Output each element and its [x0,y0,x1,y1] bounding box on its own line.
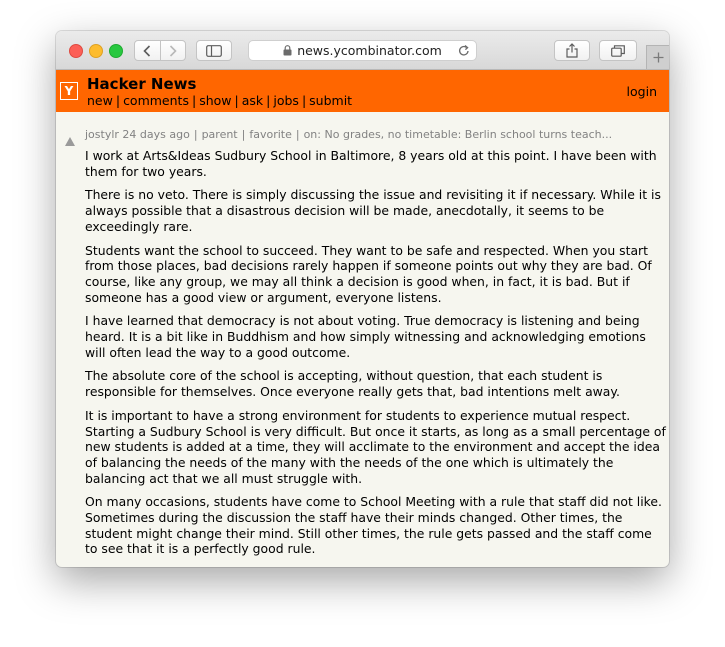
story-link[interactable]: No grades, no timetable: Berlin school turns teach... [324,128,613,141]
upvote-button[interactable] [65,131,75,150]
minimize-window-button[interactable] [89,44,103,58]
hn-logo[interactable]: Y [60,82,78,100]
address-bar[interactable] [248,40,477,61]
lock-icon [283,45,292,56]
upvote-arrow-icon [65,137,75,146]
favorite-link[interactable]: favorite [249,128,292,141]
login-link[interactable]: login [626,84,657,99]
comment-paragraph: I have learned that democracy is not about voting. True democracy is listening and being heard. It is a bit like in Buddhism and how simply witnessing and acknowledging emotions will often lead the way to a good outcome. [85,313,646,360]
browser-window [56,31,669,567]
nav-jobs[interactable]: jobs [273,93,299,108]
comment-paragraph: It is important to have a strong environment for students to experience mutual respect. Starting a Sudbury School is very difficult. But once it starts, as long as a small percentage of new students is added at a time, they will acclimate to the environment and accept the idea of balancing the needs of the many with the needs of the one which is ultimately the balancing act that we all must struggle with. [85,407,666,486]
nav-new[interactable]: new [87,93,113,108]
close-window-button[interactable] [69,44,83,58]
comment-body [85,148,668,565]
comment-paragraph: There is no veto. There is simply discussing the issue and revisiting it if necessary. While it is always possible that a disastrous decision will be made, anecdotally, it seems to be exceedingly rare. [85,187,661,234]
url-text: news.ycombinator.com [297,43,442,58]
history-nav-group [134,40,186,61]
chevron-right-icon [169,45,177,57]
comment-paragraph: I work at Arts&Ideas Sudbury School in Baltimore, 8 years old at this point. I have been with them for two years. [85,148,657,179]
parent-link[interactable]: parent [201,128,238,141]
browser-toolbar [56,31,669,70]
comment-meta: jostylr 24 days ago | parent | favorite | on: No grades, no timetable: Berlin school turns teach... [85,128,613,141]
tabs-icon [611,45,625,57]
forward-button[interactable] [160,41,186,60]
reload-icon [458,44,470,57]
nav-submit[interactable]: submit [309,93,353,108]
comment-author[interactable]: jostylr [85,128,119,141]
reload-button[interactable] [458,44,470,57]
comment-paragraph: Students want the school to succeed. They want to be safe and respected. When you start from those places, bad decisions rarely happen if someone points out why they are bad. Of course, like any group, we may all think a decision is good when, in fact, it is bad. But if someone has a good view or argument, everyone listens. [85,242,652,305]
comment-paragraph: On many occasions, students have come to School Meeting with a rule that staff did not like. Sometimes during the discussion the staff have their minds changed. Other times, the student might change their mind. Still other times, the rule gets passed and the staff come to see that it is a perfectly good rule. [85,494,662,557]
sidebar-icon [206,45,222,57]
chevron-left-icon [143,45,151,57]
nav-ask[interactable]: ask [241,93,264,108]
comment-age[interactable]: 24 days ago [122,128,190,141]
site-title[interactable]: Hacker News [87,75,197,93]
top-nav: new | comments | show | ask | jobs | submit [87,93,353,108]
on-label: on: [303,128,321,141]
back-button[interactable] [135,41,160,60]
share-button[interactable] [554,40,590,61]
share-icon [566,43,578,58]
sidebar-button[interactable] [196,40,232,61]
new-tab-button[interactable] [646,45,669,69]
maximize-window-button[interactable] [109,44,123,58]
plus-icon [653,52,664,63]
show-tabs-button[interactable] [599,40,637,61]
nav-comments[interactable]: comments [123,93,189,108]
hn-header [56,70,669,112]
comment-paragraph: The absolute core of the school is accepting, without question, that each student is responsible for themselves. Once everyone really gets that, bad intentions melt away. [85,368,620,400]
nav-show[interactable]: show [199,93,232,108]
